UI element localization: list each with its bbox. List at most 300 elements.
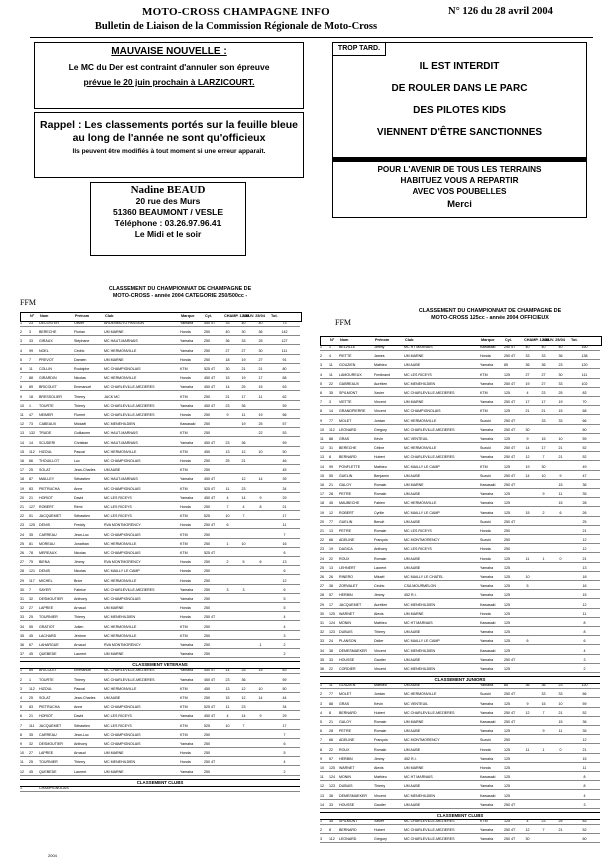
table-cell: 63 [282,385,287,390]
table-cell: 36 [241,440,246,445]
table-cell: 1 [542,556,545,561]
table-cell: 3 [20,339,22,344]
pour-avenir-box [332,158,587,218]
table-cell: 19 [525,381,530,386]
table-cell: 1 [29,403,31,408]
table-cell: 40 [241,321,246,325]
table-cell: 18 [320,501,324,506]
table-cell: 29 [20,578,24,583]
table-cell: Yamaha [180,742,194,746]
table-cell: 47 [29,413,33,417]
table-cell: 21 [258,367,263,371]
table-cell: Honda [180,459,191,463]
bad-news-title: MAUVAISE NOUVELLE : [111,46,227,57]
table-row [20,770,300,776]
bad-news-box [34,42,304,109]
table-cell: HERBIN [339,593,353,598]
table-cell: MC HERMONVILLE [104,449,137,454]
table-cell: 23 [541,819,546,823]
table-row [320,683,600,689]
table-cell: Mathieu [374,464,387,469]
table-row [20,542,300,548]
table-cell: UM MARNE [104,769,124,774]
table-row [320,501,600,507]
table-cell: Vincent [374,667,386,671]
table-row [20,714,300,720]
contact-phone: Téléphone : 03.26.97.96.41 [114,218,222,228]
table-cell: Honda [480,747,491,752]
table-cell: 33 [241,339,246,344]
table-cell: 250 4T [504,837,516,842]
table-cell: 14 [258,696,263,700]
table-row [320,354,600,360]
table-cell: Luc [74,459,80,463]
table-cell: 9 [320,756,322,761]
table-cell: 14 [320,464,324,469]
table-cell: 40 [525,345,530,349]
table-cell: Yamaha [480,363,494,368]
table-cell: 4 [526,391,529,395]
table-cell: Arnaud [74,643,86,647]
table-cell: MC HERMONVILLE [104,686,137,691]
table-cell: PREVOT [39,357,54,362]
table-cell: 2 [542,510,545,515]
table-cell: THOUILLOT [39,459,60,463]
table-row [20,330,300,336]
table-cell: 33 [329,657,333,662]
table-row [320,649,600,655]
table-cell: Jordan [374,692,385,697]
table-cell: Jordan [374,418,385,423]
table-header-cell: Tot. [571,338,578,342]
table-cell: 11 [320,775,324,780]
table-header-cell: Prénom [75,314,90,318]
table-cell: MC CHARLEVILLE-MEZIERES [404,828,455,833]
table-cell: 120 [581,683,588,688]
table-cell: 111 [281,348,288,353]
table-cell: 9 [20,742,22,746]
section-heading: CLASSEMENT VETERANS [20,661,300,669]
table-cell: SPILMONT [339,391,358,395]
table-cell: 9 [526,701,529,706]
table-cell: Thierry [74,615,86,620]
table-cell: 2 [283,643,286,647]
table-cell: Yamaha [180,643,194,647]
table-cell: NEIMER [39,413,53,417]
table-cell: 18 [225,357,230,362]
table-cell: MC MENEHILDIEN [404,381,436,386]
table-header-cell: CHAMP. 12/04 [524,338,550,342]
table-row [20,742,300,748]
table-row [320,702,600,708]
table-cell: PETRE [339,529,351,533]
table-cell: CORDIER [339,667,356,671]
table-cell: KTM [180,468,188,473]
table-cell: MC HERMONVILLE [104,541,137,546]
table-cell: Hubert [374,455,385,460]
table-cell: LEONARD [339,837,357,842]
table-cell: 21 [558,446,563,451]
table-cell: GUELIN [339,519,353,524]
table-cell: 1 [20,668,22,673]
table-cell: Romain [374,529,387,533]
table-cell: 250 [204,459,210,463]
pour-line-2: HABITUEZ VOUS A REPARTIR [400,176,519,185]
table-cell: MC LES RICEYS [404,372,432,377]
table-cell: GRATIOT [39,624,55,629]
table-cell: 10 [258,686,263,691]
table-cell: 35 [29,732,33,737]
table-cell: 14 [320,802,324,807]
table-cell: PETRE [339,492,351,497]
table-cell: 15 [558,501,563,506]
table-cell: 13 [225,686,230,691]
table-cell: ARDENMOTO PASSION [104,321,145,325]
table-cell: Cédric [374,584,385,589]
table-cell: 60 [582,427,587,432]
table-row [320,529,600,535]
table-cell: 33 [29,339,33,344]
table-cell: 32 [20,606,24,611]
table-cell: 3 [283,633,286,638]
table-cell: 2 [320,828,322,833]
table-row [320,658,600,664]
table-cell: 62 [282,394,287,399]
table-cell: 11 [29,367,33,371]
table-cell: 25 [558,391,563,395]
table-row [320,547,600,553]
table-cell: Yamaha [480,400,494,405]
table-cell: SOLAT [39,696,51,700]
table-cell: 57 [282,422,287,427]
table-cell: 13 [329,565,333,570]
table-cell: QUEBEDE [39,769,57,774]
table-cell: 4 [320,710,322,715]
table-cell: 66 [582,418,587,423]
table-cell: 11 [241,413,246,417]
table-cell: 14 [525,446,530,451]
table-cell: 28 [20,569,24,574]
table-cell: 7 [283,732,286,737]
table-row [20,505,300,511]
table-cell: 1 [320,345,322,349]
table-cell: 9 [259,714,262,719]
table-row [320,593,600,599]
table-cell: 12 [241,477,246,482]
table-cell: 125 [504,630,510,635]
table-row [20,468,300,474]
table-cell: MOLET [339,692,352,697]
table-cell: HORIOT [39,714,53,719]
table-cell: Gautier [374,802,386,807]
table-cell: 450 4T [204,714,216,719]
table-cell: Yamaha [480,667,494,671]
right-table-title [390,308,590,322]
table-cell: KTM [180,486,188,491]
table-cell: 31 [329,446,333,451]
table-cell: MC CHARLEVILLE-MEZIERES [104,403,155,408]
table-row [320,437,600,443]
table-cell: KTM [480,372,488,377]
table-cell: 33 [20,615,24,620]
table-cell: Yamaha [480,710,494,715]
table-cell: Honda [480,611,491,616]
table-cell: 36 [558,354,563,359]
table-cell: GALOY [339,720,352,724]
table-cell: 11 [329,683,333,688]
table-cell: 8 [329,828,331,833]
table-cell: 21 [582,529,587,533]
table-cell: 12 [582,547,587,552]
pour-line-1: POUR L'AVENIR DE TOUS LES TERRAINS [377,165,542,174]
table-cell: 12 [320,784,324,789]
table-cell: 30 [320,611,324,616]
table-cell: 4 [329,354,331,359]
table-cell: Fabrice [74,587,86,592]
table-row [320,729,600,735]
table-cell: Suzuki [480,538,491,543]
table-cell: Yamaha [180,348,194,353]
table-cell: 31 [20,597,24,601]
table-cell: 19 [258,413,263,417]
table-cell: KTM [180,624,188,629]
table-cell: 33 [558,418,563,423]
table-row [20,450,300,456]
table-cell: 70 [582,400,587,405]
table-cell: 111 [581,372,588,377]
table-cell: 45 [29,633,33,638]
table-cell: 15 [258,668,263,673]
table-cell: MICHEL [39,578,53,583]
table-row [20,358,300,364]
table-row [20,668,300,674]
table-cell: 7 [542,455,545,460]
table-cell: HOUSSE [339,802,355,807]
table-cell: 250 [204,422,210,427]
table-cell: Yamaha [180,652,194,657]
table-cell: LAPREE [39,606,54,611]
table-cell: JACQUEMET [39,723,62,728]
table-header-cell: Cyl. [205,314,212,318]
table-cell: RVA MONTMORENCY [104,560,141,565]
table-cell: 250 4T [504,802,516,807]
table-cell: Grégory [374,837,387,842]
table-cell: 17 [282,514,287,519]
table-cell: 14 [525,473,530,478]
table-cell: 13 [582,565,587,570]
table-cell: 56 [282,413,287,417]
table-cell: 525 [204,514,210,519]
table-cell: Anthony [74,597,88,601]
table-cell: 32 [29,597,33,601]
table-cell: Cyrille [374,510,384,515]
table-row [20,367,300,373]
table-cell: 121 [29,569,35,574]
table-cell: 30 [241,330,246,335]
table-cell: 125 [504,602,510,607]
table-cell: 250 [204,413,210,417]
trop-tard-label: TROP TARD. [333,43,386,56]
table-cell: MC HT MARNAIS [404,345,433,349]
table-row [20,569,300,575]
table-cell: 77 [329,692,333,697]
table-cell: DENIS [39,523,50,528]
table-cell: KTM [480,391,488,395]
table-cell: UM AUBE [404,492,421,497]
table-cell: PIETTE [339,354,352,359]
table-cell: Florian [74,330,85,335]
table-cell: ROUX [339,556,350,561]
table-cell: UM AUBE [404,565,421,570]
table-row [20,523,300,529]
table-cell: MC CHAMPIGNOLAIS [104,486,141,491]
table-cell: 125 [504,756,510,761]
table-cell: 23 [29,321,33,325]
table-cell: Benoit [374,519,385,524]
table-cell: 13 [320,793,324,798]
table-cell: 525 4T [204,486,216,491]
table-cell: François [374,538,388,543]
table-cell: MC HAUT-MARNAIS [104,431,138,436]
table-cell: Jonathan [74,541,89,546]
table-cell: Emmanuel [74,668,92,673]
table-header-cell: N° [30,314,35,318]
table-header-cell: Club [405,338,414,342]
table-cell: 23 [558,363,563,368]
table-cell: Yamaha [480,575,494,579]
table-cell: MC LES RICEYS [104,723,132,728]
table-cell: 6 [283,551,286,555]
table-cell: 452 R.I. [404,593,417,598]
table-cell: 123 [329,784,335,789]
table-cell: 21 [541,409,546,414]
table-row [320,784,600,790]
table-cell: Alexis [374,766,384,770]
table-cell: Aurélien [374,602,388,607]
table-row [320,483,600,489]
table-cell: ADELINE [339,538,355,543]
table-cell: 26 [320,575,324,579]
table-cell: 33 [320,639,324,644]
table-cell: 5 [242,560,245,565]
table-row [20,487,300,493]
table-cell: 38 [329,584,333,589]
table-cell: 7 [283,532,286,537]
table-cell: Yamaha [480,729,494,734]
table-cell: 23 [225,403,230,408]
table-cell: MC HERMONVILLE [404,418,437,423]
table-cell: 77 [329,418,333,423]
table-cell: 51 [29,514,33,519]
table-cell: 24 [320,556,324,561]
table-cell: 83 [29,486,33,491]
table-cell: 450 4T [204,403,216,408]
table-cell: UM AUBE [104,696,121,700]
table-cell: MC HT MARNAIS [404,775,433,780]
table-cell: 17 [241,394,246,399]
table-cell: 125 [504,409,510,414]
table-cell: ROBERT [39,505,54,509]
table-cell: 25 [320,565,324,570]
table-cell: 9 [542,729,545,734]
table-cell: 33 [329,802,333,807]
table-cell: 12 [329,510,333,515]
table-row [320,738,600,744]
table-cell: 44 [282,696,287,700]
table-cell: 125 [504,621,510,625]
table-cell: 250 [204,330,210,335]
table-cell: Thierry [374,630,386,635]
table-cell: 8 [259,505,262,509]
table-cell: 525 4T [204,705,216,710]
table-cell: MC MAILLY LE CAMP [404,510,440,515]
table-cell: 25 [20,541,24,546]
table-cell: CHAMPIGNOLAIS [39,785,69,790]
table-cell: Suzuki [480,692,491,697]
table-cell: ROUX [339,747,350,752]
table-cell: Honda [180,560,191,565]
table-cell: PETRE [339,729,351,734]
section-heading: CLASSEMENT CLUBS [320,812,600,820]
table-cell: UM MARNE [104,606,124,611]
contact-hours: Le Midi et le soir [134,229,202,239]
table-cell: 66 [329,538,333,543]
table-cell: KTM [180,532,188,537]
table-cell: MC MENEHILDIEN [104,615,136,620]
table-cell: Nicolas [74,376,86,381]
table-cell: Yamaha [480,501,494,506]
table-cell: 250 [204,532,210,537]
table-cell: NOEL [39,348,49,353]
table-cell: Jean-Luc [74,532,89,537]
table-cell: 7 [542,828,545,833]
table-row [20,724,300,730]
contact-street: 20 rue des Murs [135,196,201,206]
table-cell: Anne [74,705,83,710]
table-cell: LAMOUREUX [339,372,362,377]
table-cell: 250 [204,643,210,647]
table-cell: 30 [525,837,530,842]
table-cell: 250 4T [504,427,516,432]
table-cell: MC HERMONVILLE [104,633,137,638]
table-cell: 10 [241,541,246,546]
table-cell: MONIN [339,775,351,780]
table-cell: GUELIN [339,473,353,478]
table-row [320,819,600,825]
table-cell: 250 [204,751,210,756]
table-cell: 45 [329,501,333,506]
table-cell: Suzuki [480,738,491,743]
table-cell: 3 [320,701,322,706]
table-cell: 21 [558,710,563,715]
table-cell: 8 [583,784,586,789]
table-cell: 120 [581,363,588,368]
table-cell: 19 [525,464,530,469]
trop-tard-box [332,42,587,158]
table-row [20,496,300,502]
table-cell: 55 [329,473,333,478]
table-cell: HOUSSE [339,657,355,662]
table-cell: 5 [283,751,286,756]
table-cell: 250 [204,732,210,737]
table-cell: Yamaha [180,587,194,592]
table-cell: 33 [541,354,546,359]
table-cell: KTM [180,723,188,728]
table-cell: MC HAUT-MARNAIS [104,440,138,445]
table-cell: Guillaume [74,431,91,436]
table-cell: 0 [559,556,562,561]
table-cell: 21 [525,409,530,414]
